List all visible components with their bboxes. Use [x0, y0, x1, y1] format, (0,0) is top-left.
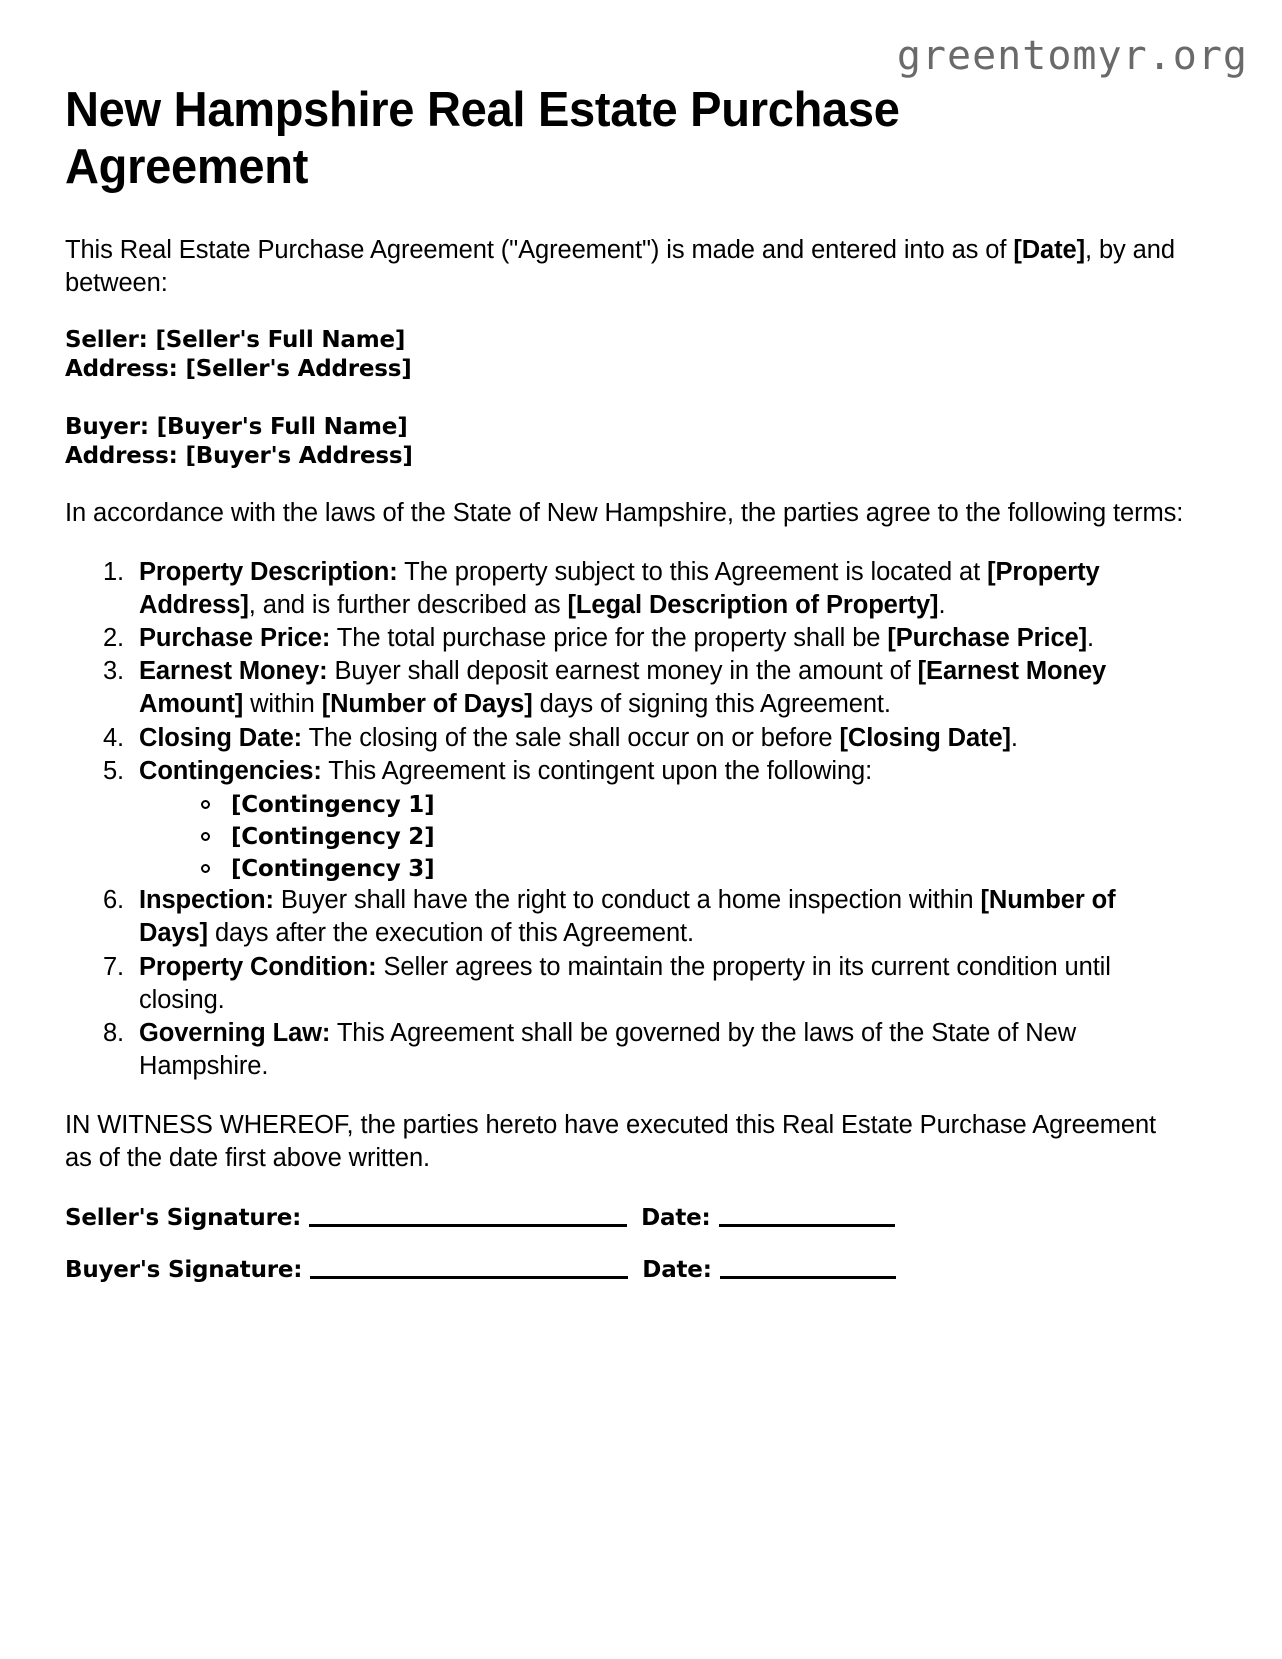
seller-address-value: [Seller's Address] — [185, 355, 412, 382]
seller-signature-row — [65, 1205, 1187, 1231]
seller-address-label: Address: — [65, 355, 178, 382]
parties-block — [65, 326, 1187, 471]
term-body-2: , and is further described as — [248, 591, 568, 620]
seller-name-value: [Seller's Full Name] — [155, 326, 406, 353]
buyer-name-value: [Buyer's Full Name] — [156, 413, 408, 440]
term-heading: Earnest Money: — [139, 657, 328, 686]
seller-date-line[interactable] — [719, 1206, 895, 1227]
term-bold-1: [Closing Date] — [839, 723, 1011, 752]
term-body-1: The total purchase price for the property shall be — [330, 624, 888, 653]
term-body-2: . — [1087, 624, 1095, 653]
term-heading: Contingencies: — [139, 756, 322, 785]
term-bold-1: [Number of Days] — [139, 886, 1116, 948]
term-item — [131, 622, 1187, 655]
term-bold-2: [Legal Description of Property] — [567, 591, 939, 620]
page-title: New Hampshire Real Estate Purchase Agreement — [65, 83, 900, 194]
intro-text-part-1: This Real Estate Purchase Agreement ("Agreement") is made and entered into as of — [65, 235, 1014, 264]
buyer-date-line[interactable] — [720, 1258, 896, 1279]
term-heading: Purchase Price: — [139, 624, 331, 653]
term-body-1: This Agreement is contingent upon the following: — [321, 756, 873, 785]
buyer-signature-line[interactable] — [310, 1258, 628, 1279]
contingency-list — [139, 788, 1187, 884]
buyer-date-label: Date: — [642, 1257, 712, 1284]
term-item — [131, 884, 1187, 950]
term-item — [131, 1017, 1187, 1083]
seller-signature-line[interactable] — [309, 1206, 627, 1227]
seller-address-line — [65, 355, 1187, 384]
seller-signature-label: Seller's Signature: — [65, 1205, 302, 1232]
buyer-address-line — [65, 442, 1187, 471]
intro-date-placeholder: [Date] — [1013, 235, 1085, 264]
seller-name-line — [65, 326, 1187, 355]
term-body-2: days after the execution of this Agreement. — [207, 919, 695, 948]
buyer-label: Buyer: — [65, 413, 149, 440]
term-body-3: days of signing this Agreement. — [532, 690, 891, 719]
contingency-item — [197, 820, 1187, 852]
term-body-2: . — [1010, 723, 1018, 752]
term-item — [131, 755, 1187, 885]
term-bold-1: [Earnest Money Amount] — [139, 657, 1107, 719]
buyer-signature-row — [65, 1257, 1187, 1283]
signature-block — [65, 1205, 1187, 1283]
term-body-1: Seller agrees to maintain the property in its current condition until closing. — [139, 952, 1111, 1014]
term-item — [131, 655, 1187, 721]
witness-paragraph: IN WITNESS WHEREOF, the parties hereto have executed this Real Estate Purchase Agreement as of the date first above written. — [65, 1111, 1157, 1173]
term-body-1: The closing of the sale shall occur on or before — [302, 723, 840, 752]
intro-text-part-2: , by and between: — [65, 235, 1175, 297]
accordance-paragraph: In accordance with the laws of the State of New Hampshire, the parties agree to the following terms: — [65, 498, 1184, 527]
party-spacer — [65, 384, 1187, 413]
document-body — [65, 82, 1187, 1309]
term-body-1: Buyer shall have the right to conduct a home inspection within — [273, 886, 981, 915]
term-heading: Property Description: — [139, 557, 398, 586]
seller-label: Seller: — [65, 326, 148, 353]
term-item — [131, 951, 1187, 1017]
term-body-2: within — [243, 690, 322, 719]
term-heading: Closing Date: — [139, 723, 303, 752]
term-bold-2: [Number of Days] — [321, 690, 533, 719]
term-body-1: This Agreement shall be governed by the laws of the State of New Hampshire. — [139, 1018, 1077, 1080]
contingency-label: [Contingency 1] — [231, 791, 435, 818]
term-item — [131, 556, 1187, 622]
site-watermark: greentomyr.org — [896, 33, 1248, 79]
buyer-signature-label: Buyer's Signature: — [65, 1257, 303, 1284]
contingency-item — [197, 852, 1187, 884]
terms-list — [65, 556, 1187, 1083]
term-heading: Property Condition: — [139, 952, 377, 981]
buyer-address-value: [Buyer's Address] — [185, 442, 413, 469]
term-heading: Inspection: — [139, 886, 274, 915]
contingency-label: [Contingency 2] — [231, 824, 435, 851]
term-body-1: The property subject to this Agreement is located at — [397, 557, 988, 586]
term-body-1: Buyer shall deposit earnest money in the amount of — [327, 657, 918, 686]
hollow-circle-bullet-icon — [201, 864, 210, 873]
term-bold-1: [Property Address] — [139, 557, 1100, 620]
buyer-address-label: Address: — [65, 442, 178, 469]
term-heading: Governing Law: — [139, 1018, 331, 1047]
buyer-name-line — [65, 413, 1187, 442]
term-item — [131, 722, 1187, 755]
term-bold-1: [Purchase Price] — [887, 624, 1088, 653]
contingency-item — [197, 788, 1187, 820]
hollow-circle-bullet-icon — [201, 800, 210, 809]
seller-date-label: Date: — [641, 1205, 711, 1232]
intro-paragraph — [65, 234, 1187, 300]
contingency-label: [Contingency 3] — [231, 856, 435, 883]
term-body-3: . — [938, 591, 946, 620]
hollow-circle-bullet-icon — [201, 832, 210, 841]
